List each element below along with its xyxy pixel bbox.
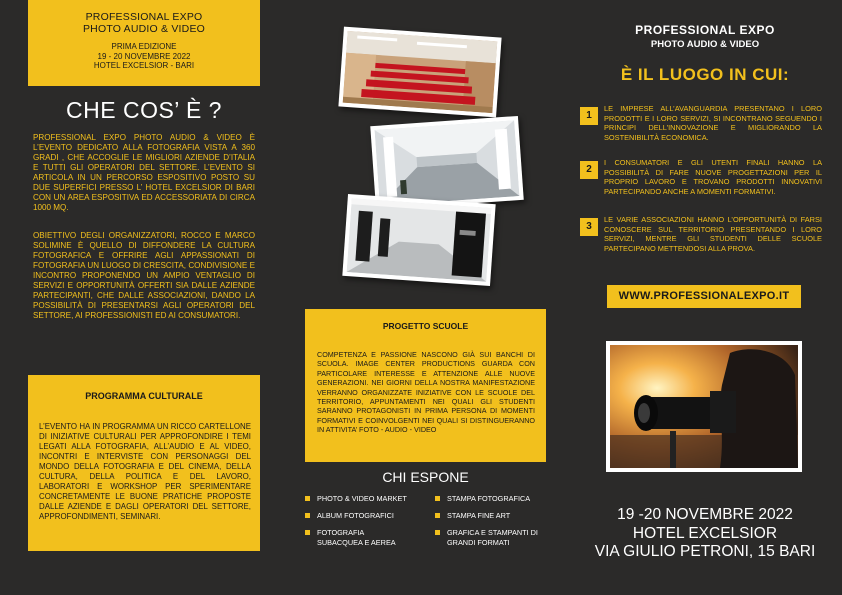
point-text: LE VARIE ASSOCIAZIONI HANNO L’OPPORTUNITÀ DI FARSI CONOSCERE SUL TERRITORIO PRESENTANDO I LORO SERVIZI, MENTRE GLI STUDENTI DELLE SCUOLE PARTECIPANO METTENDOSI ALLA PROVA. xyxy=(604,215,822,253)
header-venue: HOTEL EXCELSIOR - BARI xyxy=(93,61,195,70)
header-edition: PRIMA EDIZIONE xyxy=(111,42,177,51)
conference-hall-photo xyxy=(338,27,501,118)
what-paragraph-1: PROFESSIONAL EXPO PHOTO AUDIO & VIDEO È L’EVENTO DEDICATO ALLA FOTOGRAFIA VISTA A 360 GRADI , CHE ACCOGLIE LE MIGLIORI AZIENDE D’ITALIA E TUTTI GLI OPERATORI DEL SETTORE. L’EVENTO SI ARTICOLA IN UN PERCORSO ESPOSITIVO POSTO SU DUE SUPERFICI PRESSO L’ HOTEL EXCELSIOR DI BARI CON UN AREA ESPOSITIVA ED ACCESSORIATA DI CIRCA 1000 MQ. xyxy=(33,133,255,212)
camera-operator-photo xyxy=(606,341,802,472)
header-title-line1: PROFESSIONAL EXPO xyxy=(85,11,203,23)
exhibitor-item: GRAFICA E STAMPANTI DI GRANDI FORMATI xyxy=(435,528,555,547)
point-text: I CONSUMATORI E GLI UTENTI FINALI HANNO LA POSSIBILITÀ DI FARE NUOVE PROGETTAZIONI PER IL PROPRIO LAVORO E TROVANO PRODOTTI INNOVATIVI PARTECIPANDO ANCHE A MOMENTI FORMATIVI. xyxy=(604,158,822,196)
corridor-photo xyxy=(370,116,523,210)
header-title-line2: PHOTO AUDIO & VIDEO xyxy=(82,23,206,35)
program-text: L’EVENTO HA IN PROGRAMMA UN RICCO CARTELLONE DI INIZIATIVE CULTURALI PER APPROFONDIRE I TEMI LEGATI ALLA FOTOGRAFIA, ALL’AUDIO E AL VIDEO, INCONTRI E INTERVISTE CON PERSONAGGI DEL MONDO DELLA FOTOGRAFIA E DEL CINEMA, DELLA CULTURA, DELLA POLITICA E DEL LAVORO, LABORATORI E WORKSHOP PER SPERIMENTARE CONCRETAMENTE LE BUONE PRATICHE PROPOSTE DALLE AZIENDE E DAGLI OPERATORI DEL SETTORE, APPROFONDIMENTI, SEMINARI. xyxy=(39,422,251,521)
right-title-line2: PHOTO AUDIO & VIDEO xyxy=(650,39,760,50)
point-text: LE IMPRESE ALL’AVANGUARDIA PRESENTANO I LORO PRODOTTI E I LORO SERVIZI, SI INCONTRANO SEGUENDO I PRINCIPI DELL’INNOVAZIONE E MIGLIORANDO LA SOSTENIBILITÀ ECONOMICA. xyxy=(604,104,822,142)
school-box xyxy=(305,309,546,462)
bullet-square-icon xyxy=(435,513,440,518)
exhibitor-item: STAMPA FOTOGRAFICA xyxy=(435,494,550,504)
school-title: PROGETTO SCUOLE xyxy=(382,321,469,331)
bullet-square-icon xyxy=(435,530,440,535)
website-link[interactable]: WWW.PROFESSIONALEXPO.IT xyxy=(607,285,801,308)
header-dates: 19 - 20 NOVEMBRE 2022 xyxy=(97,51,191,61)
point-number-badge: 1 xyxy=(580,107,598,125)
event-dates: 19 -20 NOVEMBRE 2022 xyxy=(617,506,793,523)
exhibitor-item: STAMPA FINE ART xyxy=(435,511,550,521)
hallway-doors-photo xyxy=(342,194,495,286)
point-number-badge: 2 xyxy=(580,161,598,179)
what-paragraph-2: OBIETTIVO DEGLI ORGANIZZATORI, ROCCO E MARCO SOLIMINE È QUELLO DI DIFFONDERE LA CULTURA FOTOGRAFICA E OFFRIRE AGLI APPASSIONATI DI FOTOGRAFIA UN LUOGO DI CRESCITA, CONDIVISIONE E INCONTRO PROPONENDO UN AMPIO VENTAGLIO DI SERVIZI E OPPORTUNITÀ OFFERTI SIA DALLE AZIENDE PARTECIPANTI, CHE DALLE ASSOCIAZIONI, DANDO LA POSSIBILITÀ DI PRESENTARSI AGLI OPERATORI DEL SETTORE, AI PROFESSIONISTI ED AI CONSUMATORI. xyxy=(33,231,255,320)
exhibitor-item: FOTOGRAFIA SUBACQUEA E AEREA xyxy=(305,528,405,547)
exhibitors-title: CHI ESPONE xyxy=(382,469,469,485)
program-title: PROGRAMMA CULTURALE xyxy=(85,391,203,401)
bullet-square-icon xyxy=(305,496,310,501)
header-box xyxy=(28,0,260,86)
right-title-line1: PROFESSIONAL EXPO xyxy=(635,23,775,37)
bullet-square-icon xyxy=(435,496,440,501)
school-text: COMPETENZA E PASSIONE NASCONO GIÀ SUI BANCHI DI SCUOLA. IMAGE CENTER PRODUCTIONS GUARDA CON PARTICOLARE INTERESSE E ATTENZIONE ALLE NUOVE GENERAZIONI. NEI GIORNI DELLA NOSTRA MANIFESTAZIONE VERRANNO ORGANIZZATE INIZIATIVE CON LE SCUOLE DEL TERRITORIO, APPUNTAMENTI NEI QUALI GLI STUDENTI SARANNO PROTAGONISTI IN PRIMA PERSONA DI MOMENTI FORMATIVI E COINVOLGENTI NEI QUALI SI DISTINGUERANNO IN ATTIVITA’ FOTO - AUDIO - VIDEO xyxy=(317,350,535,435)
exhibitor-item: PHOTO & VIDEO MARKET xyxy=(305,494,430,504)
event-hotel: HOTEL EXCELSIOR xyxy=(632,525,778,542)
bullet-square-icon xyxy=(305,530,310,535)
what-title: CHE COS’ È ? xyxy=(66,97,222,123)
event-address: VIA GIULIO PETRONI, 15 BARI xyxy=(594,543,816,560)
program-box xyxy=(28,375,260,551)
place-heading: È IL LUOGO IN CUI: xyxy=(620,65,790,84)
bullet-square-icon xyxy=(305,513,310,518)
point-number-badge: 3 xyxy=(580,218,598,236)
exhibitor-item: ALBUM FOTOGRAFICI xyxy=(305,511,430,521)
